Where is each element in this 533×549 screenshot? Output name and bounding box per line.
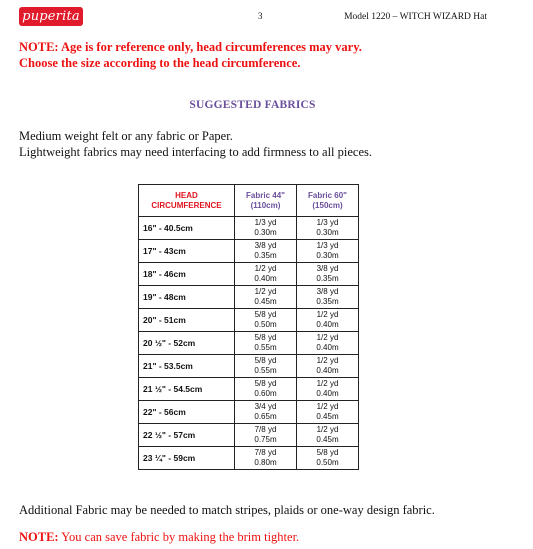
head-size-cell: 20 ½" - 52cm xyxy=(139,332,235,355)
brim-note xyxy=(19,530,299,545)
meters-value: 0.30m xyxy=(316,251,339,260)
head-size-cell: 16" - 40.5cm xyxy=(139,217,235,240)
yards-value: 5/8 yd xyxy=(254,333,277,342)
fabric-60-cell xyxy=(297,286,359,309)
meters-value: 0.60m xyxy=(254,389,277,398)
fabric-44-cell xyxy=(235,332,297,355)
age-note-line1: NOTE: Age is for reference only, head circumferences may vary. xyxy=(19,40,362,54)
yards-value: 1/3 yd xyxy=(254,218,277,227)
yards-value: 5/8 yd xyxy=(254,310,277,319)
fabric-44-cell xyxy=(235,217,297,240)
fabric-44-cell xyxy=(235,401,297,424)
meters-value: 0.40m xyxy=(316,366,339,375)
yards-value: 1/2 yd xyxy=(316,356,339,365)
meters-value: 0.80m xyxy=(254,458,277,467)
age-note-line2: Choose the size according to the head circumference. xyxy=(19,56,301,70)
yards-value: 1/3 yd xyxy=(316,218,339,227)
meters-value: 0.40m xyxy=(316,320,339,329)
table-row xyxy=(139,217,359,240)
yards-value: 7/8 yd xyxy=(254,448,277,457)
table-row xyxy=(139,240,359,263)
meters-value: 0.30m xyxy=(254,228,277,237)
table-row xyxy=(139,401,359,424)
fabric-60-cell xyxy=(297,378,359,401)
yards-value: 1/2 yd xyxy=(316,425,339,434)
table-body xyxy=(139,217,359,470)
fabric-60-cell xyxy=(297,401,359,424)
head-size-cell: 20" - 51cm xyxy=(139,309,235,332)
head-size-cell: 22 ½" - 57cm xyxy=(139,424,235,447)
page-number: 3 xyxy=(258,11,263,21)
fabric-60-cell xyxy=(297,355,359,378)
fabric-44-cell xyxy=(235,309,297,332)
fabric-60-cell xyxy=(297,447,359,470)
header-fabric-44: Fabric 44" (110cm) xyxy=(235,185,297,217)
meters-value: 0.75m xyxy=(254,435,277,444)
yards-value: 1/2 yd xyxy=(254,287,277,296)
fabric-60-cell xyxy=(297,332,359,355)
table-row xyxy=(139,332,359,355)
meters-value: 0.55m xyxy=(254,343,277,352)
head-size-cell: 19" - 48cm xyxy=(139,286,235,309)
meters-value: 0.40m xyxy=(316,343,339,352)
yards-value: 5/8 yd xyxy=(316,448,339,457)
meters-value: 0.40m xyxy=(316,389,339,398)
meters-value: 0.30m xyxy=(316,228,339,237)
header-fabric-60: Fabric 60" (150cm) xyxy=(297,185,359,217)
yards-value: 1/2 yd xyxy=(316,333,339,342)
meters-value: 0.45m xyxy=(316,435,339,444)
fabric-44-cell xyxy=(235,286,297,309)
meters-value: 0.55m xyxy=(254,366,277,375)
head-size-cell: 23 ¼" - 59cm xyxy=(139,447,235,470)
meters-value: 0.65m xyxy=(254,412,277,421)
table-row xyxy=(139,286,359,309)
model-title: Model 1220 – WITCH WIZARD Hat xyxy=(344,12,487,22)
fabric-60-cell xyxy=(297,263,359,286)
brim-note-text: You can save fabric by making the brim tighter. xyxy=(58,530,300,544)
yards-value: 3/4 yd xyxy=(254,402,277,411)
brand-logo: puperita xyxy=(19,7,83,26)
intro-text xyxy=(19,128,529,160)
fabric-60-cell xyxy=(297,240,359,263)
additional-fabric-text: Additional Fabric may be needed to match stripes, plaids or one-way design fabric. xyxy=(19,503,435,517)
table-row xyxy=(139,263,359,286)
yards-value: 1/3 yd xyxy=(316,241,339,250)
fabric-44-cell xyxy=(235,447,297,470)
meters-value: 0.45m xyxy=(254,297,277,306)
age-note xyxy=(19,39,519,71)
fabric-44-cell xyxy=(235,355,297,378)
yards-value: 3/8 yd xyxy=(254,241,277,250)
yards-value: 1/2 yd xyxy=(254,264,277,273)
fabric-44-cell xyxy=(235,424,297,447)
fabric-60-cell xyxy=(297,217,359,240)
meters-value: 0.50m xyxy=(316,458,339,467)
yards-value: 5/8 yd xyxy=(254,379,277,388)
meters-value: 0.35m xyxy=(316,297,339,306)
meters-value: 0.40m xyxy=(254,274,277,283)
head-size-cell: 18" - 46cm xyxy=(139,263,235,286)
yards-value: 1/2 yd xyxy=(316,402,339,411)
table-row xyxy=(139,424,359,447)
fabric-60-cell xyxy=(297,424,359,447)
head-size-cell: 21 ½" - 54.5cm xyxy=(139,378,235,401)
table-row xyxy=(139,309,359,332)
table-row xyxy=(139,378,359,401)
meters-value: 0.45m xyxy=(316,412,339,421)
head-size-cell: 22" - 56cm xyxy=(139,401,235,424)
table-header-row xyxy=(139,185,359,217)
meters-value: 0.35m xyxy=(316,274,339,283)
fabric-44-cell xyxy=(235,240,297,263)
fabric-60-cell xyxy=(297,309,359,332)
intro-line1: Medium weight felt or any fabric or Paper. xyxy=(19,129,233,143)
header-head-circumference: HEAD CIRCUMFERENCE xyxy=(139,185,235,217)
table-row xyxy=(139,355,359,378)
yards-value: 3/8 yd xyxy=(316,287,339,296)
yards-value: 1/2 yd xyxy=(316,310,339,319)
section-title: SUGGESTED FABRICS xyxy=(189,99,316,111)
fabric-table xyxy=(138,184,359,470)
yards-value: 7/8 yd xyxy=(254,425,277,434)
yards-value: 1/2 yd xyxy=(316,379,339,388)
brim-note-label: NOTE: xyxy=(19,530,59,544)
meters-value: 0.50m xyxy=(254,320,277,329)
head-size-cell: 17" - 43cm xyxy=(139,240,235,263)
fabric-44-cell xyxy=(235,378,297,401)
table-row xyxy=(139,447,359,470)
intro-line2: Lightweight fabrics may need interfacing to add firmness to all pieces. xyxy=(19,145,373,159)
yards-value: 5/8 yd xyxy=(254,356,277,365)
fabric-44-cell xyxy=(235,263,297,286)
meters-value: 0.35m xyxy=(254,251,277,260)
head-size-cell: 21" - 53.5cm xyxy=(139,355,235,378)
yards-value: 3/8 yd xyxy=(316,264,339,273)
